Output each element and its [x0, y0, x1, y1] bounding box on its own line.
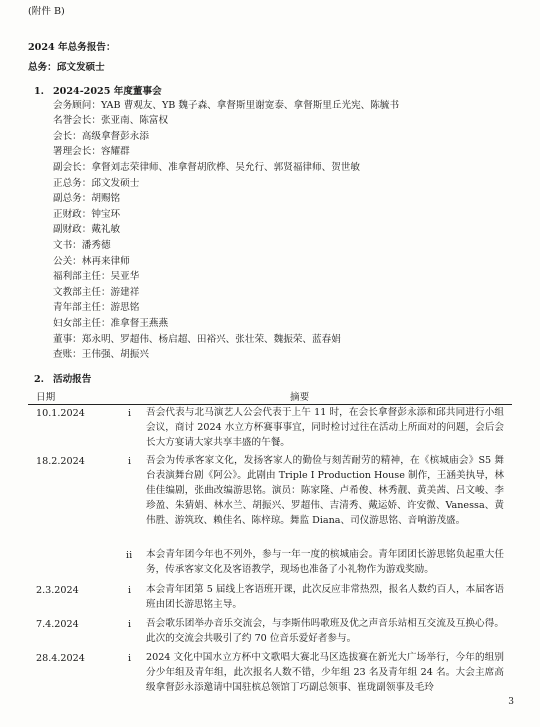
- board-row: 福利部主任：吴亚华: [53, 271, 140, 282]
- board-row: 文教部主任：游建祥: [53, 287, 140, 298]
- col-header-date: 日期: [36, 392, 56, 403]
- board-row: 正财政：钟宝环: [53, 209, 121, 220]
- board-row: 文书：潘秀德: [53, 240, 111, 251]
- entry-index: i: [128, 456, 132, 467]
- entry-text: 吾会代表与北马演艺人公会代表于上午 11 时，在会长拿督彭永添和邱共同进行小组会议，商讨 2024 水立方杯赛事事宜，同时检讨过往在活动上所面对的问题，会后会长大方宴请大家共享丰盛的午餐。: [146, 407, 504, 448]
- section1-number: 1.: [34, 86, 45, 97]
- entry-text: 本会青年团第 5 届线上客语班开课，此次反应非常热烈，报名人数约百人，本届客语班由团长游思铭主导。: [146, 584, 504, 610]
- entry-text: 吾会为传承客家文化，发扬客家人的勤俭与刻苦耐劳的精神，在《槟城庙会》S5 舞台表演舞台剧《阿公》。此剧由 Triple I Production House 制作，王涵美执导，林佳佳编剧，张曲改编游思铭。演员：陈家隆、卢希俊、林秀靓、黄美茜、吕文峻、李珍盈、朱猜娟、林水兰、胡振兴、罗超伟、吉清秀、戴运娇、许安微、Vanessa、黄伟胜、游筑玫、赖佳名、陈梓琼。舞监 Diana、司仪游思铭、音响游茂盛。: [146, 455, 504, 526]
- section2-title: 活动报告: [53, 374, 92, 385]
- attachment-label: (附件 B): [28, 6, 65, 17]
- board-row: 公关：林再来律师: [53, 256, 130, 267]
- board-row: 副财政：戴礼敏: [53, 224, 121, 235]
- board-row: 副总务：胡赐铭: [53, 193, 121, 204]
- board-row: 董事：郑永明、罗超伟、杨启超、田裕兴、张壮荣、魏振荣、蓝春娟: [53, 334, 341, 345]
- entry-index: i: [128, 619, 132, 630]
- board-row: 妇女部主任：准拿督王燕燕: [53, 318, 169, 329]
- section1-title: 2024-2025 年度董事会: [53, 86, 162, 97]
- entry-index: i: [128, 585, 132, 596]
- page-number: 3: [508, 697, 514, 707]
- board-row: 会长：高级拿督彭永添: [53, 131, 149, 142]
- section2-number: 2.: [34, 374, 45, 385]
- board-row: 署理会长：容耀群: [53, 146, 130, 157]
- board-row: 青年部主任：游思铭: [53, 302, 140, 313]
- entry-date: 18.2.2024: [36, 456, 85, 467]
- col-header-summary: 摘要: [290, 392, 310, 403]
- report-title: 2024 年总务报告：: [28, 42, 116, 53]
- entry-index: i: [128, 408, 132, 419]
- entry-date: 7.4.2024: [36, 619, 79, 630]
- entry-text: 本会青年团今年也不列外，参与一年一度的槟城庙会。青年团团长游思铭负起重大任务，传承客家文化及客语教学，现场也准备了小礼物作为游戏奖励。: [146, 549, 504, 575]
- entry-date: 10.1.2024: [36, 408, 85, 419]
- board-row: 查账：王伟强、胡振兴: [53, 349, 149, 360]
- entry-date: 2.3.2024: [36, 585, 79, 596]
- secretary-line: 总务：邱文发硕士: [28, 62, 105, 73]
- board-row: 会务顾问：YAB 曹观友、YB 魏子森、拿督斯里谢宽泰、拿督斯里丘光宪、陈毓书: [53, 100, 400, 111]
- entry-index: i: [128, 653, 132, 664]
- board-row: 名誉会长：张亚南、陈富权: [53, 115, 169, 126]
- entry-text: 吾会歌乐团举办音乐交流会，与李斯伟吗歌班及优之声音乐站相互交流及互换心得。此次的交流会共吸引了约 70 位音乐爱好者参与。: [146, 618, 504, 644]
- entry-text: 2024 文化中国水立方杯中文歌唱大赛北马区选拔赛在新光大广场举行，今年的组别分少年组及青年组，此次报名人数不错，少年组 23 名及青年组 24 名。大会主席高级拿督彭永添邀请中国驻槟总领馆丁巧副总领事、崔珑副领事及毛玲: [146, 652, 504, 693]
- entry-date: 28.4.2024: [36, 653, 85, 664]
- board-row: 正总务：邱文发硕士: [53, 178, 140, 189]
- board-row: 副会长：拿督刘志荣律师、准拿督胡欣桦、吴允行、郭贤福律师、贺世敏: [53, 162, 360, 173]
- entry-index: ii: [126, 550, 133, 561]
